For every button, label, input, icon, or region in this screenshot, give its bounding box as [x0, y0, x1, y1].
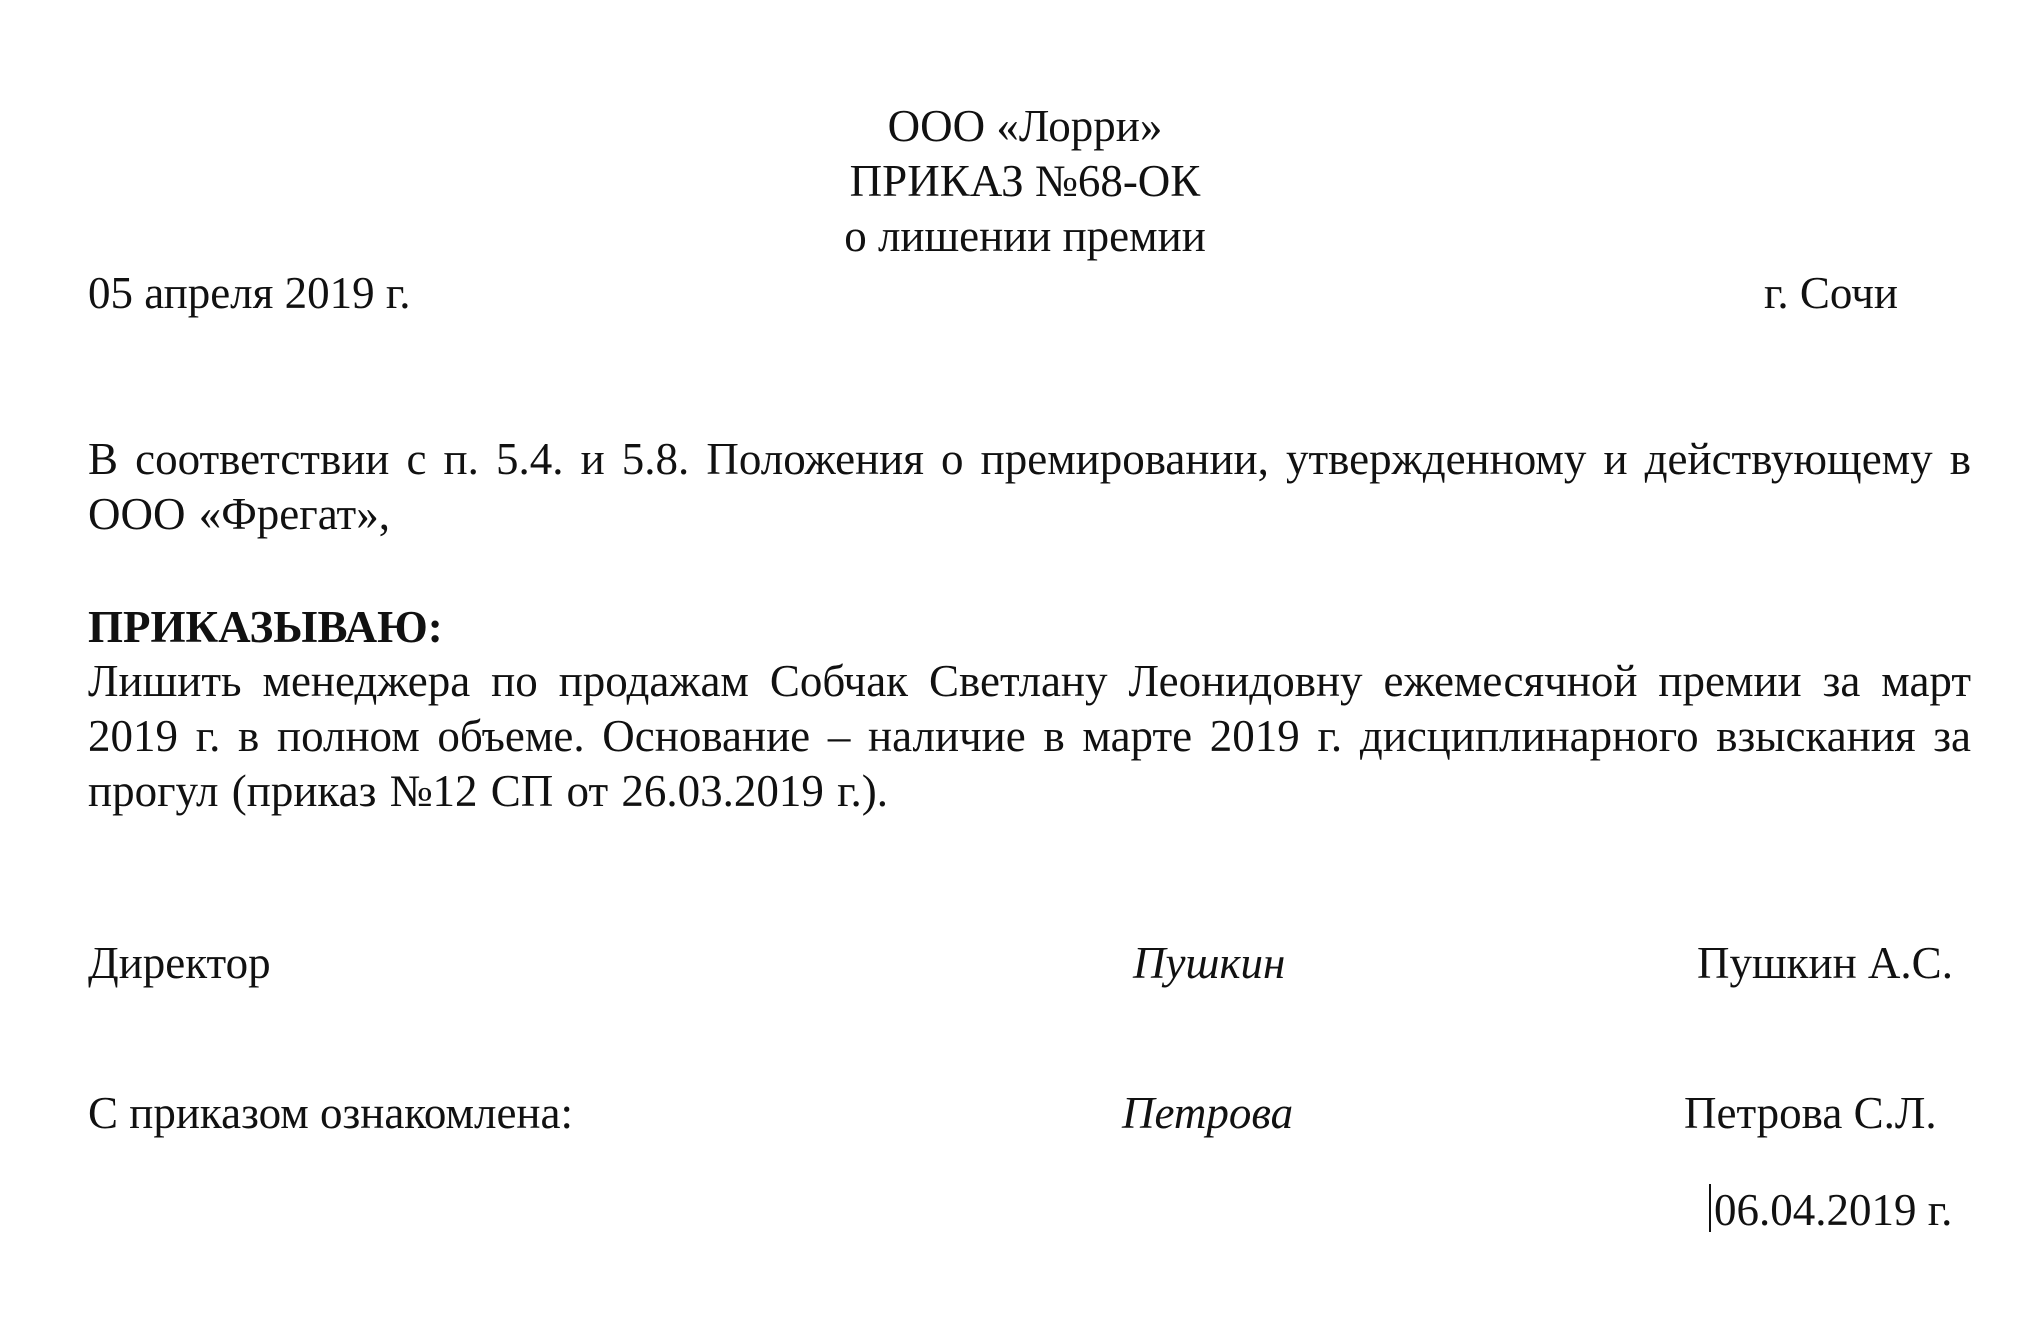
order-subject: о лишении премии	[844, 211, 1206, 261]
acknowledged-date: 06.04.2019 г.	[1714, 1185, 1953, 1235]
director-name: Пушкин А.С.	[1697, 938, 1953, 988]
acknowledged-name: Петрова С.Л.	[1684, 1088, 1937, 1138]
order-number: ПРИКАЗ №68-ОК	[849, 156, 1201, 206]
acknowledged-title: С приказом ознакомлена:	[88, 1088, 573, 1138]
director-title: Директор	[88, 938, 271, 988]
director-signature: Пушкин	[1133, 938, 1286, 988]
preamble-paragraph: В соответствии с п. 5.4. и 5.8. Положения о премировании, утвержденному и действующему в ООО «Фрегат»,	[88, 434, 1971, 539]
order-date: 05 апреля 2019 г.	[88, 268, 411, 318]
text-cursor	[1709, 1184, 1711, 1232]
organization-name: ООО «Лорри»	[887, 101, 1163, 151]
order-heading: ПРИКАЗЫВАЮ:	[88, 602, 443, 652]
order-city: г. Сочи	[1764, 268, 1898, 318]
order-text: Лишить менеджера по продажам Собчак Светлану Леонидовну ежемесячной премии за март 2019 г. в полном объеме. Основание – наличие в марте 2019 г. дисциплинарного взыскания за прогул (приказ №12 СП от 26.03.2019 г.).	[88, 656, 1971, 816]
acknowledged-signature: Петрова	[1122, 1088, 1294, 1138]
